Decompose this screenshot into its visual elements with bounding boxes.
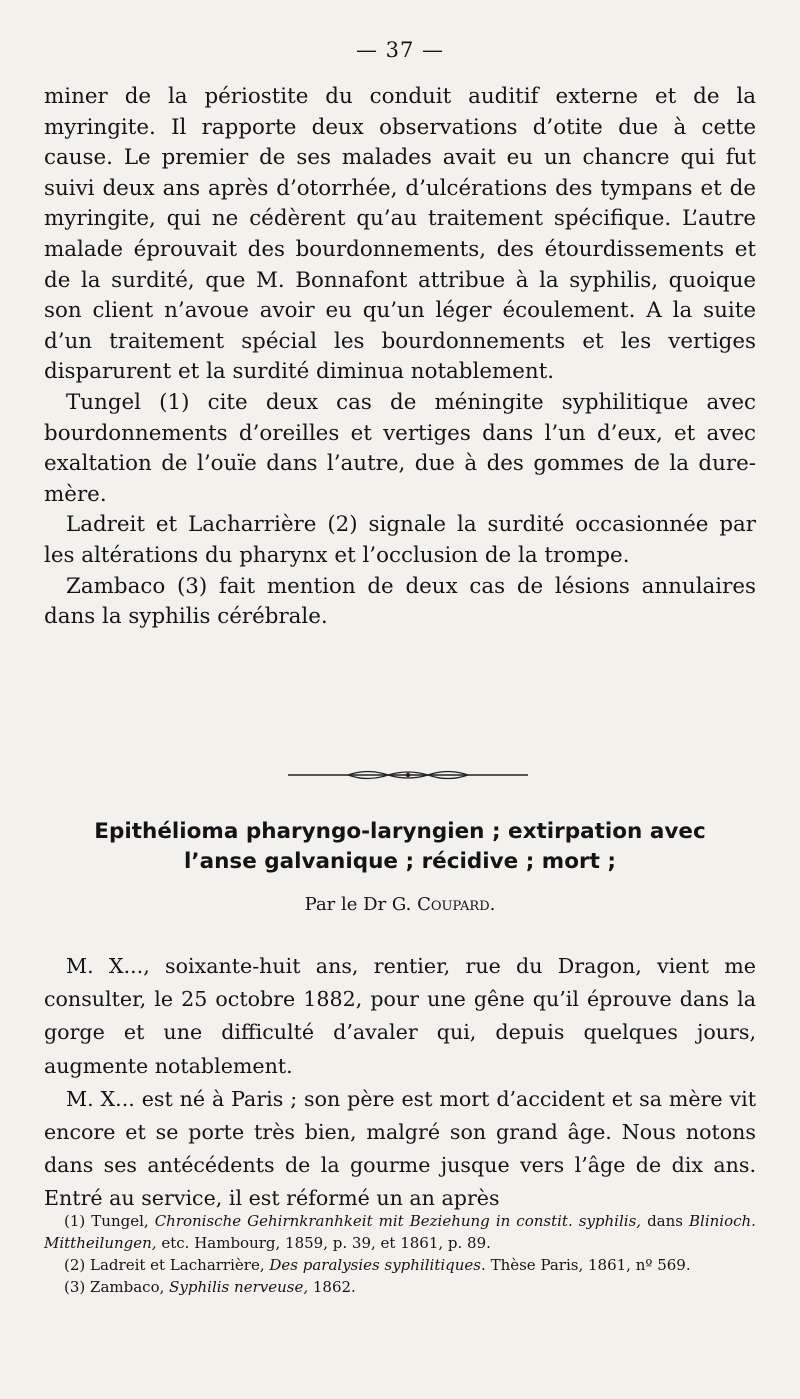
footnote-source: Blinioch. Mittheilungen, — [44, 1212, 756, 1252]
footnote-mark: (3) — [64, 1278, 86, 1296]
footnote-mark: (2) — [64, 1256, 86, 1274]
paragraph: Tungel (1) cite deux cas de méningite syphilitique avec bourdonnements d’oreilles et vertiges dans l’un d’eux, et avec exaltation de l’ouïe dans l’autre, due à des gommes de la dure-mère. — [44, 389, 756, 507]
byline — [0, 894, 800, 915]
author-name: G. Coupard. — [391, 894, 496, 915]
paragraph: Zambaco (3) fait mention de deux cas de lésions annulaires dans la syphilis cérébrale. — [44, 573, 756, 630]
title-line-2: l’anse galvanique ; récidive ; mort ; — [184, 849, 616, 874]
footnotes — [44, 1210, 756, 1298]
paragraph: Ladreit et Lacharrière (2) signale la surdité occasionnée par les altérations du pharynx et l’occlusion de la trompe. — [44, 512, 756, 568]
footnote-mark: (1) — [64, 1212, 86, 1230]
footnote-text: dans — [647, 1212, 683, 1230]
footnote-title: Chronische Gehirnkranhkeit mit Beziehung in constit. syphilis, — [154, 1212, 642, 1230]
footnote-author: Ladreit et Lacharrière, — [90, 1256, 265, 1274]
footnote-text: etc. Hambourg, 1859, p. 39, et 1861, p. 89. — [161, 1234, 491, 1252]
footnote-2 — [44, 1254, 756, 1276]
footnote-1 — [44, 1210, 756, 1254]
title-line-1: Epithélioma pharyngo-laryngien ; extirpation avec — [94, 819, 706, 844]
footnote-title: Syphilis nerveuse, — [169, 1278, 309, 1296]
footnote-text: 1862. — [312, 1278, 356, 1296]
byline-prefix: Par le Dr — [304, 894, 387, 915]
page-number: — 37 — — [355, 38, 445, 62]
footnote-text: Thèse Paris, 1861, nº 569. — [490, 1256, 691, 1274]
footnote-author: Tungel, — [91, 1212, 149, 1230]
footnote-title: Des paralysies syphilitiques. — [269, 1256, 486, 1274]
footnote-author: Zambaco, — [90, 1278, 165, 1296]
paragraph: miner de la périostite du conduit auditif externe et de la myringite. Il rapporte deux observations d’otite due à cette cause. Le premier de ses malades avait eu un chancre qui fut suivi deux ans après d’otorrhée, d’ulcérations des tympans et de myringite, qui ne cédèrent qu’au traitement spécifique. L’autre malade éprouvait des bourdonnements, des étourdissements et de la surdité, que M. Bonnafont attribue à la syphilis, quoique son client n’avoue avoir eu qu’un léger écoulement. A la suite d’un traitement spécial les bourdonnements et les vertiges disparurent et la surdité diminua notablement. — [44, 84, 756, 385]
article-title — [44, 817, 756, 877]
ornament-divider — [288, 766, 528, 784]
section-1-text — [44, 82, 756, 633]
paragraph: M. X..., soixante-huit ans, rentier, rue du Dragon, vient me consulter, le 25 octobre 1882, pour une gêne qu’il éprouve dans la gorge et une difficulté d’avaler qui, depuis quelques jours, augmente notablement. — [44, 954, 756, 1078]
paragraph: M. X... est né à Paris ; son père est mort d’accident et sa mère vit encore et se porte très bien, malgré son grand âge. Nous notons dans ses antécédents de la gourme jusque vers l’âge de dix ans. Entré au service, il est réformé un an après — [44, 1086, 756, 1211]
section-2-text — [44, 950, 756, 1216]
footnote-3 — [44, 1276, 756, 1298]
